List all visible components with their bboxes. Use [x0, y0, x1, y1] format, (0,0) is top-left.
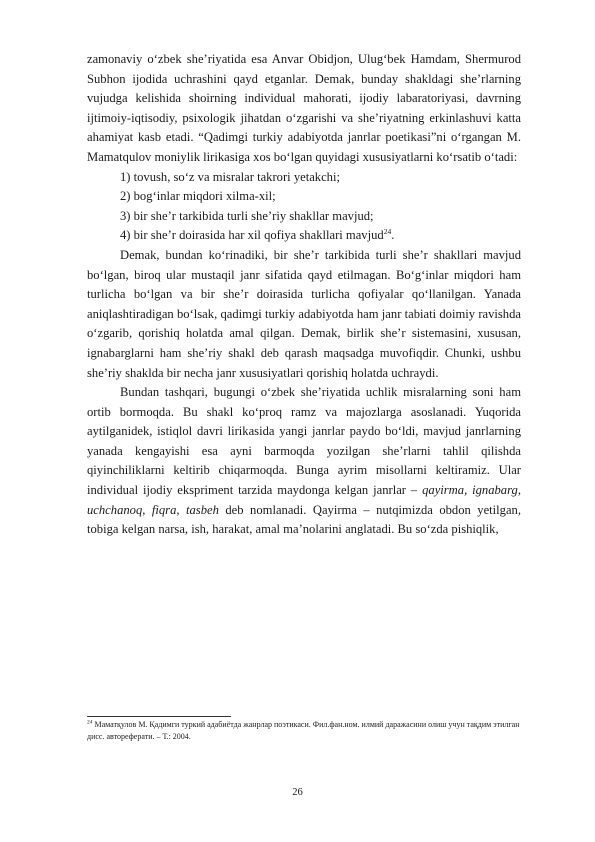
- paragraph-1: zamonaviy o‘zbek she’riyatida esa Anvar Obidjon, Ulug‘bek Hamdam, Shermurod Subhon ijodida uchrashini qayd etganlar. Demak, bunday shakldagi she’rlarning vujudga kelishida shoirning individual mahorati, ijodiy labaratoriyasi, davrning ijtimoiy-iqtisodiy, psixologik jihatdan o‘zgarishi va she’riyatning erkinlashuvi katta ahamiyat kasb etadi. “Qadimgi turkiy adabiyotda janrlar poetikasi”ni o‘rgangan M. Mamatqulov moniylik lirikasiga xos bo‘lgan quyidagi xususiyatlarni ko‘rsatib o‘tadi:: [87, 52, 521, 164]
- paragraph-2: Demak, bundan ko‘rinadiki, bir she’r tarkibida turli she’r shakllari mavjud bo‘lgan, biroq ular mustaqil janr sifatida qayd etilmagan. Bo‘g‘inlar miqdori ham turlicha bo‘lgan va bir she’r doirasida turlicha qofiyalar qo‘llanilgan. Yanada aniqlashtiradigan bo‘lsak, qadimgi turkiy adabiyotda ham janr tabiati doimiy ravishda o‘zgarib, qorishiq holatda amal qilgan. Demak, birlik she’r sistemasini, xususan, ignabarglarni ham she’riy shakl deb qarash maqsadga muvofiqdir. Chunki, ushbu she’riy shaklda bir necha janr xususiyatlari qorishiq holatda uchraydi.: [87, 247, 521, 380]
- footnote: [87, 719, 527, 743]
- list-item-4: [120, 226, 521, 246]
- paragraph-3: [87, 383, 521, 540]
- footnote-divider: [87, 716, 231, 717]
- footnote-text: Маматқулов М. Қадимги туркий адабиётда жанрлар поэтикаси. Фил.фан.ном. илмий даражасини олиш учун тақдим этилган дисс. автореферати. – Т.: 2004.: [87, 720, 520, 741]
- page-number: 26: [292, 787, 303, 798]
- list-item-4-end: .: [391, 228, 395, 243]
- footnote-reference: 24: [383, 227, 392, 237]
- paragraph-3-start: Bundan tashqari, bugungi o‘zbek she’riyatida uchlik misralarning soni ham ortib bormoqda. Bu shakl ko‘proq ramz va majozlarga asoslanadi. Yuqorida aytilganidek, istiqlol davri lirikasida yangi janrlar paydo bo‘ldi, mavjud janrlarning yanada kengayishi esa ayni barmoqda yozilgan she’rlarni tahlil qilishda qiyinchiliklarni keltirib chiqarmoqda. Bunga ayrim misollarni keltiramiz. Ular individual ijodiy ekspriment tarzida maydonga kelgan janrlar –: [87, 385, 521, 498]
- footnote-number: 24: [87, 719, 93, 726]
- page-body: [87, 50, 521, 540]
- genre-names-italic: qayirma, ignabarg, uchchanoq, fiqra, tasbeh: [87, 483, 521, 517]
- list-item-3: 3) bir she’r tarkibida turli she’riy shakllar mavjud;: [120, 208, 374, 223]
- list-item-1: 1) tovush, so‘z va misralar takrori yetakchi;: [120, 169, 340, 184]
- list-item-2: 2) bog‘inlar miqdori xilma-xil;: [120, 189, 276, 204]
- paragraph-3-end: deb nomlanadi. Qayirma – nutqimizda obdon yetilgan, tobiga kelgan narsa, ish, harakat, amal ma’nolarini anglatadi. Bu so‘zda pishiqlik,: [87, 502, 521, 537]
- list-item-4-text: 4) bir she’r doirasida har xil qofiya shakllari mavjud: [120, 228, 384, 243]
